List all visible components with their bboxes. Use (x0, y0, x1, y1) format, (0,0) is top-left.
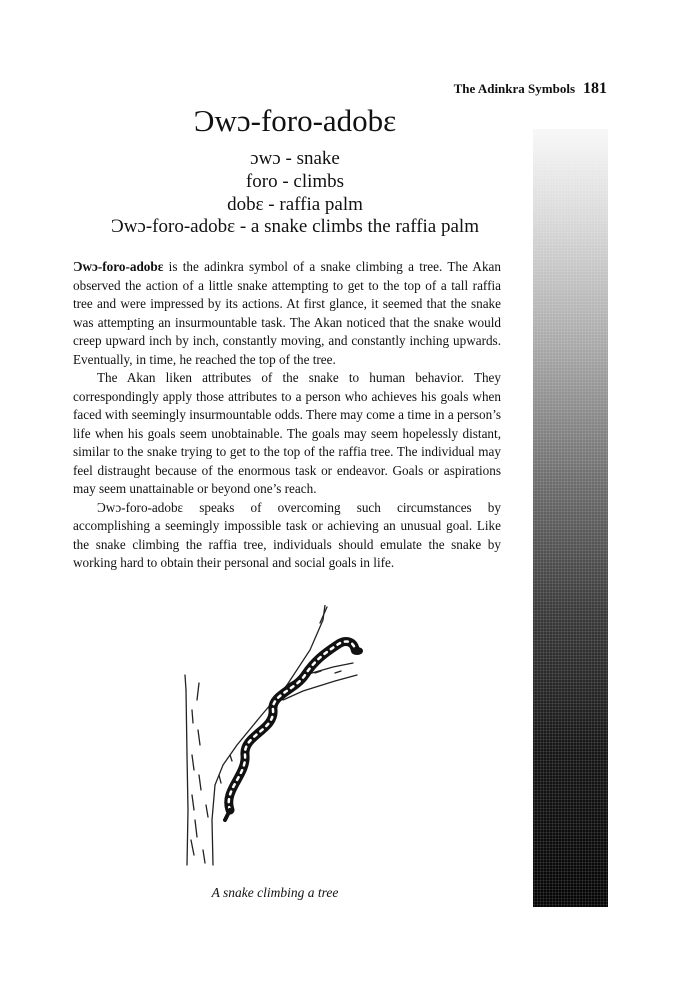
paragraph-1-lead: Ɔwɔ-foro-adobɛ (73, 259, 164, 274)
snake-drawing (225, 642, 363, 820)
figure-caption: A snake climbing a tree (211, 885, 339, 900)
page-edge-texture (533, 129, 608, 907)
etymology-line: foro - climbs (245, 171, 345, 192)
paragraph-3: Ɔwɔ-foro-adobɛ speaks of overcoming such circumstances by accomplishing a seemingly impossible task or achieving an unusual goal. Like the snake climbing the raffia tree, individuals should emulate the snake by working hard to obtain their personal and social goals in life. (73, 499, 501, 570)
running-head (454, 80, 607, 98)
paragraph-1-text: is the adinkra symbol of a snake climbing a tree. The Akan observed the action of a little snake attempting to get to the top of a tall raffia tree and were impressed by its actions. At first glance, it seemed that the snake was attempting an insurmountable task. The Akan noticed that the snake would creep upward inch by inch, constantly moving, and constantly inching upwards. Eventually, in time, he reached the top of the tree. (73, 259, 501, 367)
etymology-line: dobɛ - raffia palm (227, 194, 363, 215)
body-text (73, 258, 501, 573)
page-number: 181 (583, 80, 607, 97)
running-head-title: The Adinkra Symbols (453, 81, 575, 96)
symbol-title: Ɔwɔ-foro-adobɛ (193, 103, 397, 138)
etymology-line: ɔwɔ - snake (250, 148, 340, 169)
paragraph-2: The Akan liken attributes of the snake to human behavior. They correspondingly apply those attributes to a person who achieves his goals when faced with seemingly insurmountable odds. There may come a time in a person’s life when his goals seem unobtainable. The goals may seem hopelessly distant, similar to the snake trying to get to the top of the raffia tree. The individual may feel distraught because of the enormous task or endeavor. Goals or aspirations may seem unattainable or beyond one’s reach. (73, 370, 501, 496)
snake-tree-illustration (175, 605, 375, 875)
etymology-line: Ɔwɔ-foro-adobɛ - a snake climbs the raffia palm (111, 216, 479, 237)
paragraph-1 (73, 258, 501, 369)
